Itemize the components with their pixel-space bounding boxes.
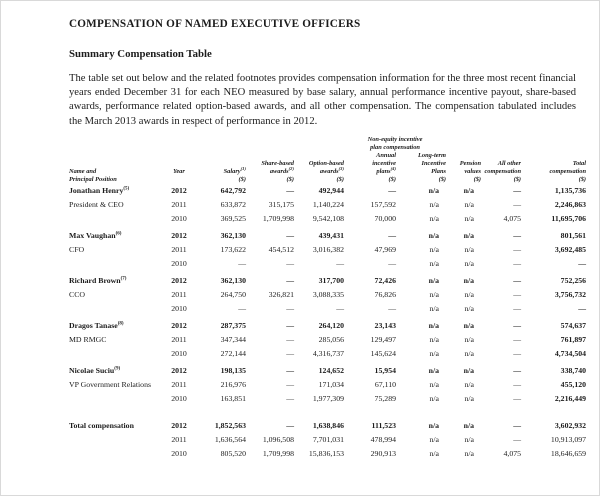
share-cell: — (286, 365, 294, 375)
salary-cell: 1,852,563 (214, 420, 246, 430)
table-row (69, 271, 586, 288)
share-cell: 326,821 (268, 289, 294, 299)
pension-cell: n/a (464, 348, 475, 358)
option-cell: 264,120 (318, 320, 344, 330)
other-cell: — (513, 244, 522, 254)
total-cell: 1,135,736 (554, 185, 587, 195)
year-cell: 2010 (171, 258, 187, 268)
share-cell: — (286, 185, 294, 195)
option-cell: 124,652 (318, 365, 344, 375)
pension-cell: n/a (464, 434, 475, 444)
officer-name: Richard Brown$^{(7)}$ (69, 275, 127, 285)
page-title: COMPENSATION OF NAMED EXECUTIVE OFFICERS (69, 18, 361, 30)
option-cell: 1,638,846 (312, 420, 344, 430)
option-cell: 15,836,153 (308, 448, 344, 458)
table-row (69, 406, 586, 433)
officer-name-spacer (69, 257, 164, 271)
total-cell: 455,120 (560, 379, 587, 389)
longterm-cell: n/a (429, 393, 440, 403)
longterm-cell: n/a (429, 258, 440, 268)
year-cell: 2011 (171, 434, 187, 444)
column-header-pension: Pension values ($) (459, 159, 482, 183)
table-row (69, 288, 586, 302)
other-cell: — (513, 434, 522, 444)
officer-position: VP Government Relations (69, 379, 152, 389)
column-header-annual: Annual incentive plans$^{(4)}$ ($) (372, 151, 396, 183)
longterm-cell: n/a (428, 185, 440, 195)
year-cell: 2011 (171, 289, 187, 299)
other-cell: — (513, 185, 522, 195)
pension-cell: n/a (463, 320, 475, 330)
officer-name: Max Vaughan$^{(6)}$ (69, 230, 122, 240)
salary-cell: 362,130 (220, 230, 246, 240)
year-cell: 2011 (171, 244, 187, 254)
annual-cell: 111,523 (371, 420, 396, 430)
table-body (69, 184, 586, 461)
pension-cell: n/a (464, 303, 475, 313)
officer-name: Jonathan Henry$^{(5)}$ (69, 185, 130, 195)
year-cell: 2012 (171, 230, 187, 240)
column-header-name: Name and Principal Position (69, 167, 117, 183)
share-cell: 315,175 (268, 199, 294, 209)
table-row (69, 333, 586, 347)
pension-cell: n/a (464, 258, 475, 268)
pension-cell: n/a (464, 213, 475, 223)
total-cell: 761,897 (560, 334, 587, 344)
pension-cell: n/a (464, 393, 475, 403)
share-cell: — (286, 348, 294, 358)
table-row (69, 302, 586, 316)
share-cell: — (286, 334, 294, 344)
pension-cell: n/a (464, 289, 475, 299)
officer-name: Dragos Tanase$^{(8)}$ (69, 320, 124, 330)
longterm-cell: n/a (429, 379, 440, 389)
annual-cell: 145,624 (370, 348, 396, 358)
officer-name: Nicolae Suciu$^{(9)}$ (69, 365, 121, 375)
pension-cell: n/a (463, 275, 475, 285)
year-cell: 2010 (171, 213, 187, 223)
year-cell: 2010 (171, 393, 187, 403)
other-cell: 4,075 (503, 448, 522, 458)
option-cell: 285,056 (318, 334, 344, 344)
option-cell: 171,034 (318, 379, 344, 389)
annual-cell: 129,497 (370, 334, 396, 344)
pension-cell: n/a (463, 420, 475, 430)
share-cell: — (286, 258, 294, 268)
year-cell: 2011 (171, 199, 187, 209)
table-row (69, 316, 586, 333)
officer-name-spacer (69, 212, 164, 226)
pension-cell: n/a (464, 244, 475, 254)
table-row (69, 212, 586, 226)
other-cell: — (513, 420, 522, 430)
longterm-cell: n/a (428, 230, 440, 240)
group-header-row (69, 136, 586, 152)
pension-cell: n/a (464, 199, 475, 209)
total-cell: 4,734,504 (554, 348, 587, 358)
officer-position: MD RMGC (69, 334, 107, 344)
table-row (69, 392, 586, 406)
total-cell: 3,756,732 (554, 289, 587, 299)
table-header (69, 136, 586, 184)
total-cell: 801,561 (560, 230, 587, 240)
salary-cell: 347,344 (220, 334, 246, 344)
other-cell: — (513, 320, 522, 330)
other-cell: 4,075 (503, 213, 522, 223)
column-header-share: Share-based awards$^{(2)}$ ($) (261, 159, 294, 183)
salary-cell: 362,130 (220, 275, 246, 285)
longterm-cell: n/a (429, 199, 440, 209)
total-cell: 10,913,097 (550, 434, 587, 444)
salary-cell: 642,792 (220, 185, 246, 195)
year-cell: 2012 (171, 420, 187, 430)
year-cell: 2012 (171, 185, 187, 195)
table-row (69, 243, 586, 257)
longterm-cell: n/a (428, 420, 440, 430)
option-cell: 7,701,031 (312, 434, 344, 444)
annual-cell: 76,826 (374, 289, 396, 299)
other-cell: — (513, 258, 522, 268)
totals-label: Total compensation (69, 420, 134, 430)
officer-name-spacer (69, 347, 164, 361)
annual-cell: 478,994 (370, 434, 396, 444)
pension-cell: n/a (464, 448, 475, 458)
total-cell: 2,216,449 (554, 393, 587, 403)
other-cell: — (513, 289, 522, 299)
other-cell: — (513, 348, 522, 358)
section-subtitle: Summary Compensation Table (69, 48, 212, 60)
annual-cell: 157,592 (370, 199, 396, 209)
year-cell: 2010 (171, 448, 187, 458)
total-cell: — (578, 303, 587, 313)
total-cell: 3,602,932 (554, 420, 587, 430)
share-cell: — (286, 230, 294, 240)
totals-label-spacer (69, 447, 164, 461)
year-cell: 2011 (171, 334, 187, 344)
table-row (69, 226, 586, 243)
share-cell: — (286, 320, 294, 330)
share-cell: — (286, 420, 294, 430)
summary-compensation-table (69, 136, 586, 461)
share-cell: — (286, 393, 294, 403)
column-header-longterm: Long-term Incentive Plans ($) (417, 151, 447, 183)
table-row (69, 198, 586, 212)
total-cell: 3,692,485 (554, 244, 587, 254)
longterm-cell: n/a (429, 434, 440, 444)
option-cell: 317,700 (318, 275, 344, 285)
option-cell: 439,431 (318, 230, 344, 240)
share-cell: 1,096,508 (262, 434, 294, 444)
officer-name-spacer (69, 392, 164, 406)
share-cell: 1,709,998 (262, 448, 294, 458)
table-row (69, 347, 586, 361)
table-row (69, 433, 586, 447)
year-cell: 2011 (171, 379, 187, 389)
longterm-cell: n/a (428, 320, 440, 330)
salary-cell: — (238, 303, 246, 313)
annual-cell: 70,000 (374, 213, 396, 223)
year-cell: 2012 (171, 365, 187, 375)
option-cell: 1,977,309 (312, 393, 344, 403)
year-cell: 2012 (171, 320, 187, 330)
annual-cell: 15,954 (374, 365, 396, 375)
table-row (69, 361, 586, 378)
salary-cell: 198,135 (220, 365, 246, 375)
annual-cell: 47,969 (374, 244, 396, 254)
table-row (69, 447, 586, 461)
annual-cell: — (388, 258, 396, 268)
share-cell: — (286, 275, 294, 285)
annual-cell: 72,426 (374, 275, 396, 285)
longterm-cell: n/a (428, 365, 440, 375)
option-cell: — (336, 258, 344, 268)
column-header-year: Year (173, 167, 185, 175)
other-cell: — (513, 199, 522, 209)
longterm-cell: n/a (429, 244, 440, 254)
longterm-cell: n/a (429, 303, 440, 313)
year-cell: 2012 (171, 275, 187, 285)
other-cell: — (513, 393, 522, 403)
other-cell: — (513, 379, 522, 389)
pension-cell: n/a (463, 230, 475, 240)
share-cell: 454,512 (268, 244, 294, 254)
salary-cell: 163,851 (220, 393, 246, 403)
annual-cell: 23,143 (374, 320, 396, 330)
salary-cell: 287,375 (220, 320, 246, 330)
salary-cell: 216,976 (220, 379, 246, 389)
longterm-cell: n/a (429, 289, 440, 299)
column-header-total: Total compensation ($) (549, 159, 587, 183)
officer-name-spacer (69, 302, 164, 316)
other-cell: — (513, 275, 522, 285)
annual-cell: — (388, 230, 396, 240)
option-cell: 3,088,335 (312, 289, 344, 299)
longterm-cell: n/a (429, 334, 440, 344)
salary-cell: 1,636,564 (214, 434, 246, 444)
other-cell: — (513, 230, 522, 240)
option-cell: 9,542,108 (312, 213, 344, 223)
group-header: Non-equity incentive plan compensation (367, 135, 423, 151)
column-header-other: All other compensation ($) (484, 159, 522, 183)
annual-cell: 67,110 (374, 379, 396, 389)
year-cell: 2010 (171, 348, 187, 358)
total-cell: 18,646,659 (550, 448, 587, 458)
year-cell: 2010 (171, 303, 187, 313)
pension-cell: n/a (463, 365, 475, 375)
salary-cell: 633,872 (220, 199, 246, 209)
total-cell: 752,256 (560, 275, 587, 285)
officer-position: President & CEO (69, 199, 124, 209)
total-cell: 574,637 (560, 320, 587, 330)
table-row (69, 257, 586, 271)
longterm-cell: n/a (429, 348, 440, 358)
share-cell: — (286, 379, 294, 389)
table-row (69, 184, 586, 198)
other-cell: — (513, 303, 522, 313)
share-cell: — (286, 303, 294, 313)
other-cell: — (513, 365, 522, 375)
officer-position: CCO (69, 289, 86, 299)
salary-cell: — (238, 258, 246, 268)
salary-cell: 272,144 (220, 348, 246, 358)
salary-cell: 805,520 (220, 448, 246, 458)
total-cell: — (578, 258, 587, 268)
totals-label-spacer (69, 433, 164, 447)
annual-cell: — (388, 185, 396, 195)
share-cell: 1,709,998 (262, 213, 294, 223)
total-cell: 2,246,863 (554, 199, 587, 209)
longterm-cell: n/a (428, 275, 440, 285)
option-cell: 492,944 (318, 185, 344, 195)
total-cell: 11,695,706 (551, 213, 587, 223)
officer-position: CFO (69, 244, 85, 254)
annual-cell: 75,289 (374, 393, 396, 403)
other-cell: — (513, 334, 522, 344)
salary-cell: 264,750 (220, 289, 246, 299)
option-cell: — (336, 303, 344, 313)
option-cell: 3,016,382 (312, 244, 344, 254)
salary-cell: 369,525 (220, 213, 246, 223)
pension-cell: n/a (464, 379, 475, 389)
option-cell: 4,316,737 (312, 348, 344, 358)
annual-cell: — (388, 303, 396, 313)
annual-cell: 290,913 (370, 448, 396, 458)
salary-cell: 173,622 (220, 244, 246, 254)
intro-paragraph: The table set out below and the related footnotes provides compensation information for the three most recent financial years ended December 31 for each NEO measured by base salary, annual performance incentive payout, share-based awards, performance related option-based awards, and all other compensation. The compensation tabulated includes the March 2013 awards in respect of performance in 2012. (69, 73, 576, 127)
longterm-cell: n/a (429, 213, 440, 223)
table-row (69, 378, 586, 392)
option-cell: 1,140,224 (312, 199, 344, 209)
total-cell: 338,740 (560, 365, 587, 375)
pension-cell: n/a (463, 185, 475, 195)
longterm-cell: n/a (429, 448, 440, 458)
column-header-salary: Salary$^{(1)}$ ($) (223, 165, 246, 183)
column-header-row (69, 152, 586, 184)
pension-cell: n/a (464, 334, 475, 344)
column-header-option: Option-based awards$^{(3)}$ ($) (308, 159, 344, 183)
